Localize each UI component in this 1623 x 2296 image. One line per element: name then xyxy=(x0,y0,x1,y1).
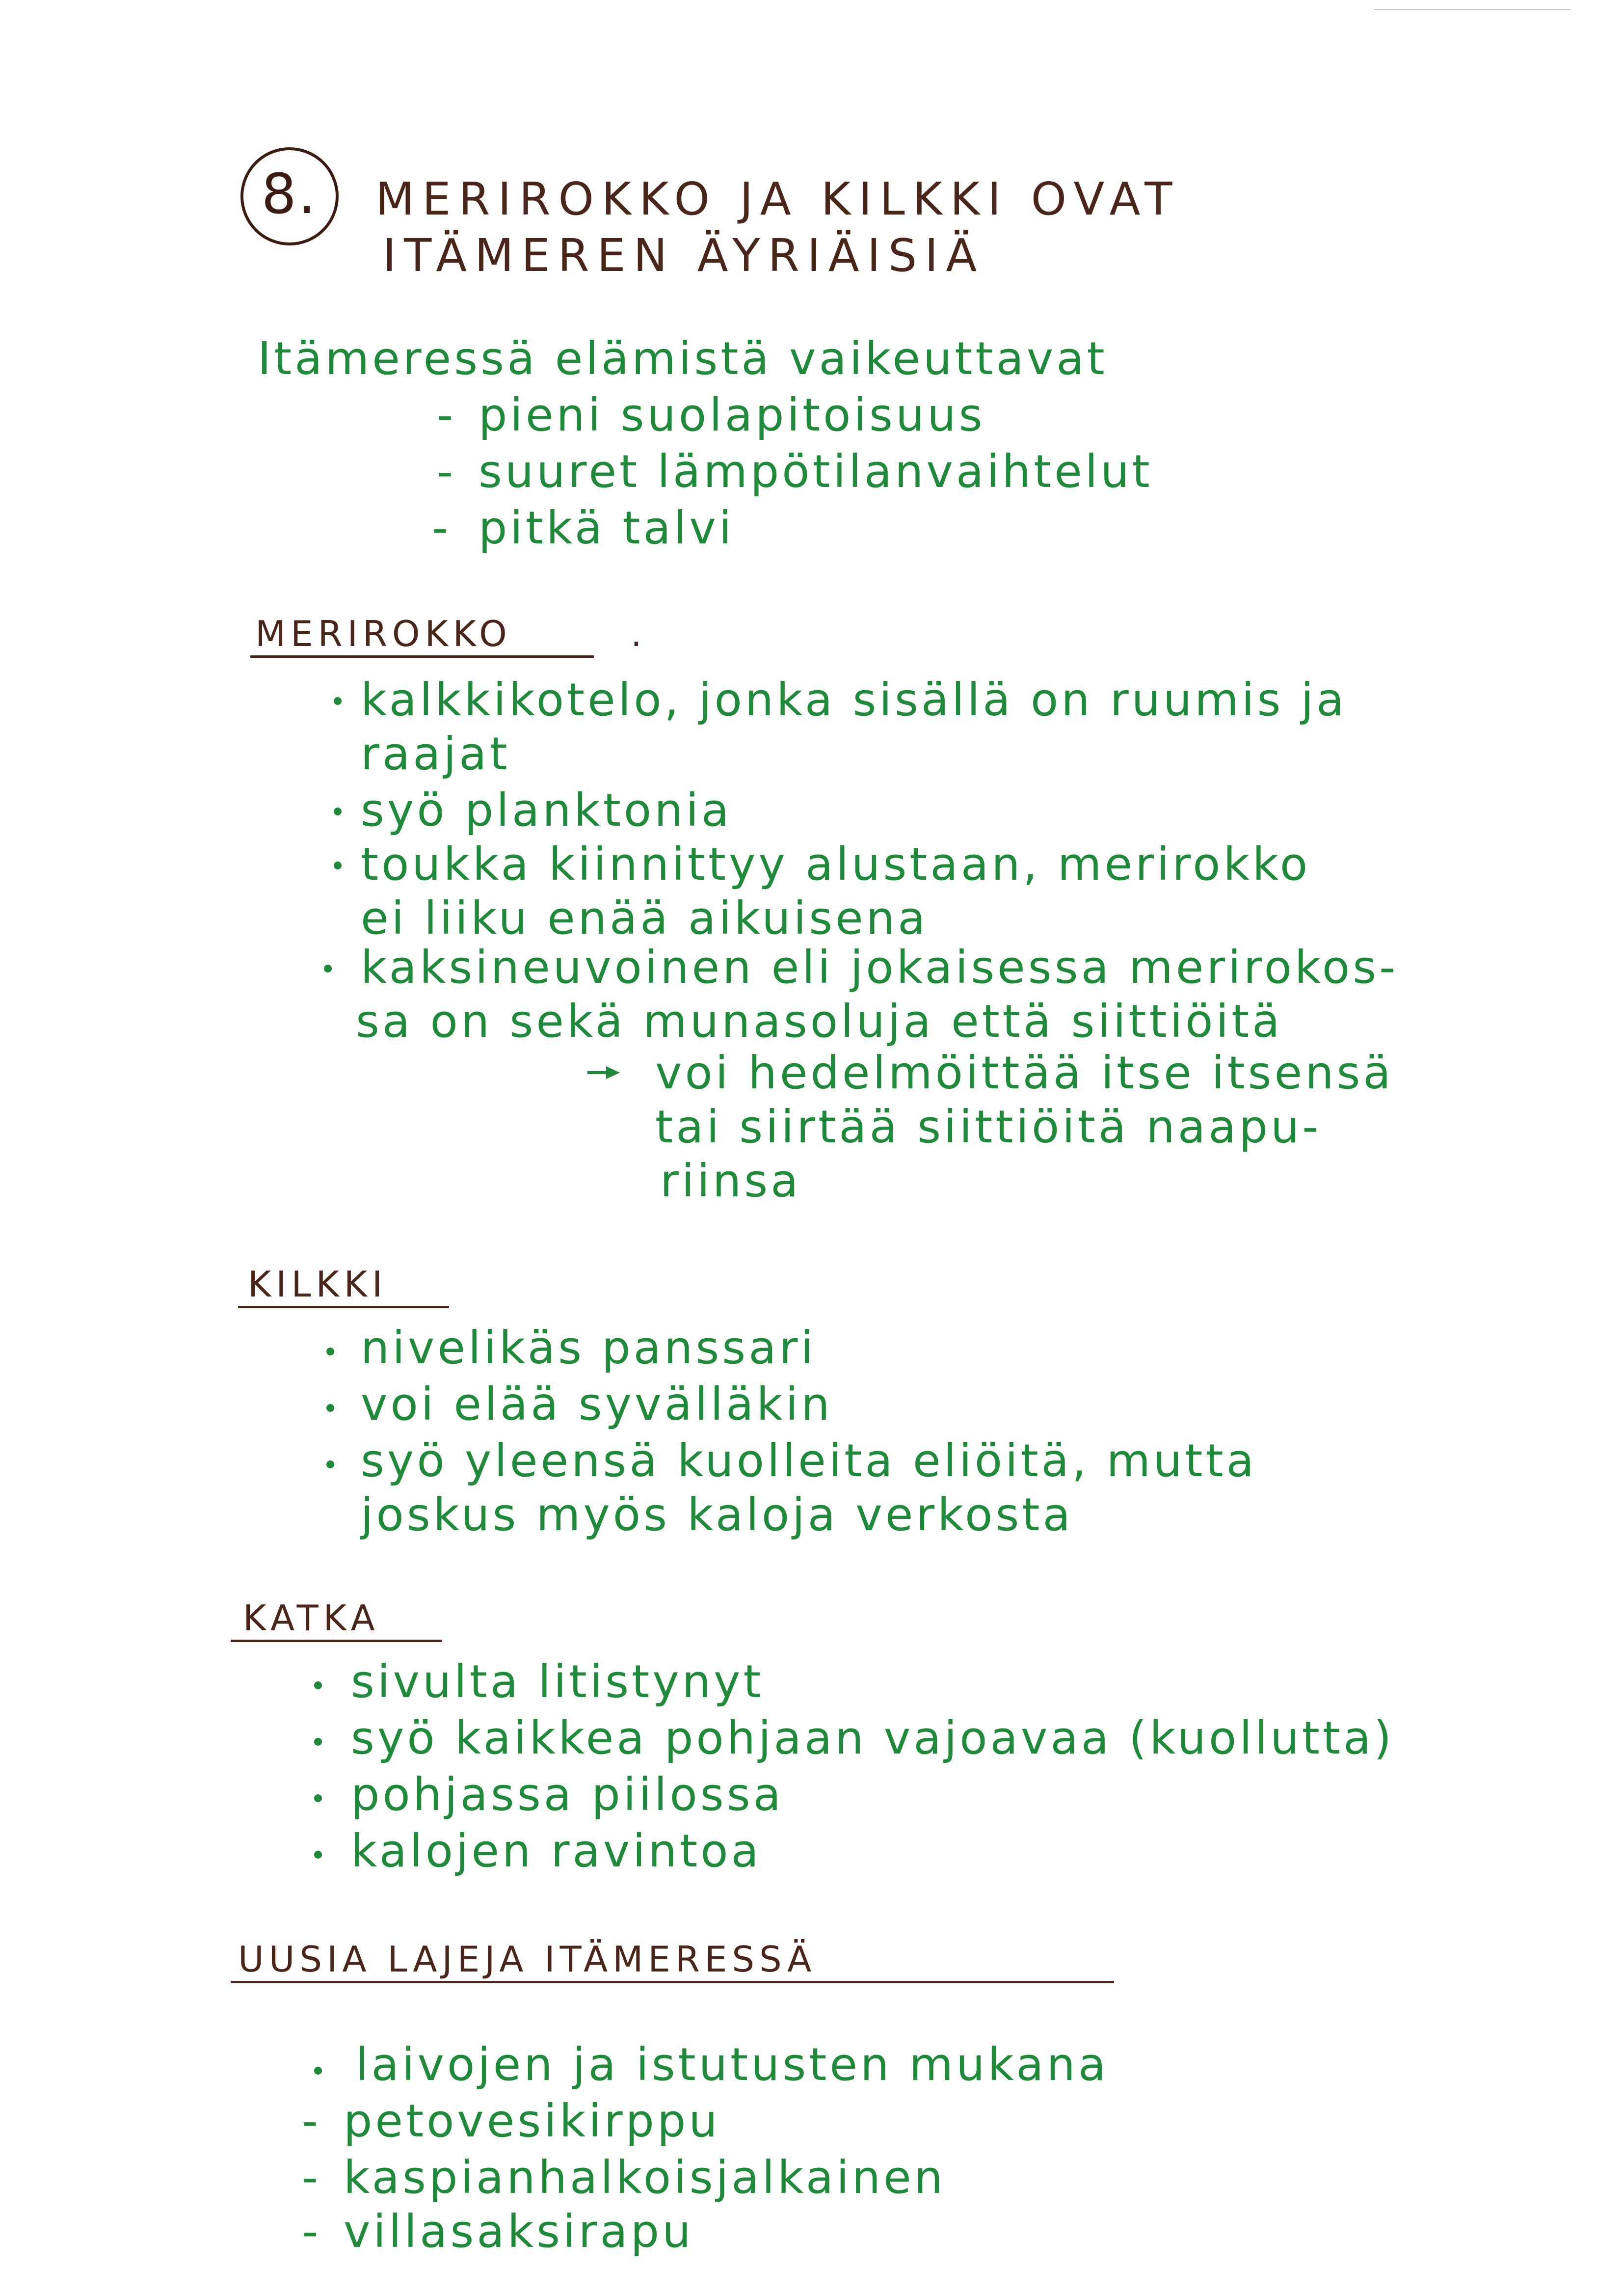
bullet-dot xyxy=(334,862,342,869)
bullet-dot xyxy=(326,1404,334,1412)
katka-bullet-2: syö kaikkea pohjaan vajoavaa (kuollutta) xyxy=(351,1712,1395,1764)
dash-marker: - xyxy=(302,2151,319,2204)
uusia-item: kaspianhalkoisjalkainen xyxy=(344,2151,946,2204)
uusia-bullet: laivojen ja istutusten mukana xyxy=(356,2038,1109,2091)
bullet-dot xyxy=(334,808,342,815)
merirokko-bullet-4-line-1: kaksineuvoinen eli jokaisessa merirokos- xyxy=(361,941,1399,994)
heading-underline xyxy=(238,1306,449,1308)
kilkki-bullet-1: nivelikäs panssari xyxy=(361,1322,816,1374)
section-number-circle: 8. xyxy=(240,147,339,245)
dash-marker: - xyxy=(302,2095,319,2147)
bullet-dot xyxy=(314,1794,322,1802)
intro-item: suuret lämpötilanvaihtelut xyxy=(479,445,1153,498)
bullet-dot xyxy=(326,1348,334,1355)
dash-marker: - xyxy=(437,389,453,441)
katka-bullet-1: sivulta litistynyt xyxy=(351,1655,764,1708)
bullet-dot xyxy=(314,1851,322,1859)
merirokko-note-line-2: tai siirtää siittiöitä naapu- xyxy=(655,1101,1322,1153)
heading-underline xyxy=(231,1640,442,1642)
kilkki-bullet-3-line-1: syö yleensä kuolleita eliöitä, mutta xyxy=(361,1434,1257,1487)
intro-heading: Itämeressä elämistä vaikeuttavat xyxy=(258,332,1108,385)
heading-uusia-lajeja: UUSIA LAJEJA ITÄMERESSÄ xyxy=(238,1939,817,1980)
bullet-dot xyxy=(334,697,342,705)
katka-bullet-3: pohjassa piilossa xyxy=(351,1768,784,1821)
scan-edge-line xyxy=(1374,9,1570,10)
kilkki-bullet-2: voi elää syvälläkin xyxy=(361,1378,833,1431)
merirokko-bullet-2: syö planktonia xyxy=(361,784,732,837)
merirokko-bullet-3-line-1: toukka kiinnittyy alustaan, merirokko xyxy=(361,838,1311,891)
stray-mark: . xyxy=(631,613,647,654)
bullet-dot xyxy=(326,1460,334,1468)
uusia-item: petovesikirppu xyxy=(344,2095,720,2147)
merirokko-bullet-1-line-1: kalkkikotelo, jonka sisällä on ruumis ja xyxy=(361,674,1347,726)
katka-bullet-4: kalojen ravintoa xyxy=(351,1825,762,1877)
title-line-2: ITÄMEREN ÄYRIÄISIÄ xyxy=(383,229,985,282)
bullet-dot xyxy=(314,1738,322,1746)
uusia-item: villasaksirapu xyxy=(344,2205,694,2258)
heading-katka: KATKA xyxy=(243,1597,380,1639)
merirokko-note-line-1: voi hedelmöittää itse itsensä xyxy=(655,1047,1394,1099)
kilkki-bullet-3-line-2: joskus myös kaloja verkosta xyxy=(361,1488,1073,1541)
dash-marker: - xyxy=(302,2205,319,2258)
merirokko-bullet-4-line-2: sa on sekä munasoluja että siittiöitä xyxy=(356,995,1283,1048)
heading-underline xyxy=(231,1981,1114,1983)
bullet-dot xyxy=(324,965,332,972)
arrow-icon xyxy=(586,1065,621,1080)
intro-item: pieni suolapitoisuus xyxy=(479,389,985,441)
heading-kilkki: KILKKI xyxy=(248,1264,388,1305)
bullet-dot xyxy=(314,2067,322,2075)
intro-item: pitkä talvi xyxy=(479,502,735,554)
bullet-dot xyxy=(314,1681,322,1689)
merirokko-note-line-3: riinsa xyxy=(660,1155,801,1207)
dash-marker: - xyxy=(432,502,449,554)
heading-merirokko: MERIROKKO xyxy=(255,613,512,654)
merirokko-bullet-3-line-2: ei liiku enää aikuisena xyxy=(361,892,929,945)
dash-marker: - xyxy=(437,445,453,498)
title-line-1: MERIROKKO JA KILKKI OVAT xyxy=(375,173,1180,225)
heading-underline xyxy=(250,655,594,658)
merirokko-bullet-1-line-2: raajat xyxy=(361,728,510,780)
